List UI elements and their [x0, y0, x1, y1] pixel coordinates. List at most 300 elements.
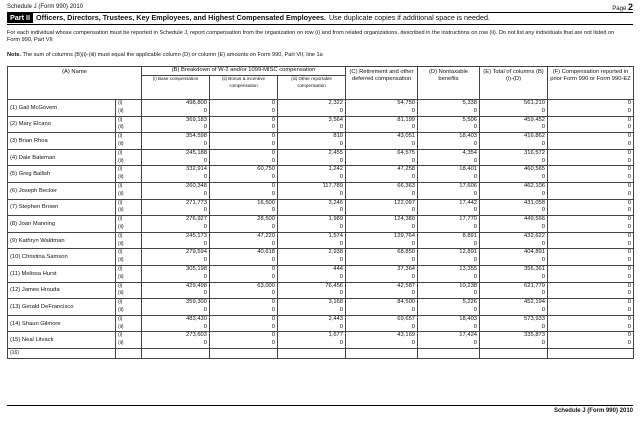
- value-organization: 0: [271, 332, 275, 339]
- value-related: 0: [541, 323, 546, 330]
- value-related: 0: [541, 157, 546, 164]
- table-row: [8, 299, 634, 316]
- empty-cell: [346, 348, 418, 358]
- total-cell: [480, 182, 548, 199]
- retirement-cell: [346, 100, 418, 117]
- row-label: (ii): [118, 207, 124, 214]
- value-organization: 3,564: [328, 116, 344, 123]
- value-organization: 43,169: [397, 332, 416, 339]
- value-related: 0: [627, 290, 632, 297]
- value-organization: 335,873: [524, 332, 546, 339]
- value-organization: 279,594: [186, 249, 207, 256]
- value-related: 0: [627, 124, 632, 131]
- base-cell: [142, 149, 210, 166]
- value-related: 0: [203, 323, 207, 330]
- value-related: 0: [339, 223, 344, 230]
- value-organization: 0: [627, 265, 632, 272]
- row-label: (i): [118, 149, 123, 156]
- value-related: 0: [411, 273, 416, 280]
- base-cell: [142, 216, 210, 233]
- value-related: 0: [271, 306, 275, 313]
- value-organization: 573,933: [524, 315, 546, 322]
- value-organization: 0: [627, 216, 632, 223]
- value-organization: 10,238: [459, 282, 478, 289]
- prior-cell: [548, 133, 634, 150]
- prior-cell: [548, 232, 634, 249]
- total-cell: [480, 249, 548, 266]
- value-organization: 561,210: [524, 100, 546, 106]
- value-organization: 0: [627, 232, 632, 239]
- value-organization: 245,188: [186, 149, 207, 156]
- value-related: 0: [541, 223, 546, 230]
- other-cell: [278, 265, 346, 282]
- value-organization: 462,106: [524, 182, 546, 189]
- row-label: (ii): [118, 273, 124, 280]
- value-related: 0: [339, 174, 344, 181]
- person-name: (10) Christina Samson: [8, 249, 116, 266]
- value-related: 0: [411, 257, 416, 264]
- value-organization: 13,355: [459, 265, 478, 272]
- value-related: 0: [203, 207, 207, 214]
- value-organization: 0: [627, 149, 632, 156]
- nontaxable-cell: [418, 116, 480, 133]
- prior-cell: [548, 100, 634, 117]
- value-organization: 432,622: [524, 232, 546, 239]
- value-organization: 37,364: [397, 265, 416, 272]
- value-organization: 0: [271, 299, 275, 306]
- other-cell: [278, 299, 346, 316]
- value-related: 0: [203, 257, 207, 264]
- value-related: 0: [339, 273, 344, 280]
- value-related: 0: [203, 140, 207, 147]
- bonus-cell: [210, 216, 278, 233]
- retirement-cell: [346, 149, 418, 166]
- value-related: 0: [271, 157, 275, 164]
- value-organization: 810: [333, 133, 344, 140]
- empty-row: [8, 348, 634, 358]
- base-cell: [142, 232, 210, 249]
- value-related: 0: [541, 273, 546, 280]
- total-cell: [480, 100, 548, 117]
- value-organization: 4,354: [462, 149, 478, 156]
- value-organization: 63,000: [257, 282, 275, 289]
- value-related: 0: [541, 174, 546, 181]
- nontaxable-cell: [418, 232, 480, 249]
- total-cell: [480, 166, 548, 183]
- person-name: (5) Greg Ballish: [8, 166, 116, 183]
- value-organization: 17,770: [459, 216, 478, 223]
- value-related: 0: [339, 157, 344, 164]
- value-related: 0: [271, 124, 275, 131]
- value-organization: 0: [627, 282, 632, 289]
- nontaxable-cell: [418, 299, 480, 316]
- other-cell: [278, 166, 346, 183]
- table-row: [8, 216, 634, 233]
- retirement-cell: [346, 249, 418, 266]
- value-related: 0: [203, 157, 207, 164]
- base-cell: [142, 133, 210, 150]
- row-label: (i): [118, 100, 123, 106]
- retirement-cell: [346, 299, 418, 316]
- total-cell: [480, 216, 548, 233]
- empty-cell: [210, 348, 278, 358]
- value-organization: 17,442: [459, 199, 478, 206]
- nontaxable-cell: [418, 332, 480, 349]
- value-related: 0: [473, 107, 478, 114]
- row-labels: [116, 332, 142, 349]
- row-labels: [116, 315, 142, 332]
- value-organization: 459,452: [524, 116, 546, 123]
- value-organization: 129,764: [394, 232, 416, 239]
- row-label: (i): [118, 133, 123, 140]
- value-organization: 1,677: [328, 332, 344, 339]
- nontaxable-cell: [418, 182, 480, 199]
- base-cell: [142, 166, 210, 183]
- row-labels: [116, 299, 142, 316]
- note-text: [7, 52, 627, 58]
- note-body: The sum of columns (B)(i)-(iii) must equal the applicable column (D) or column (E) amounts on Form 990, Part VII, line 1a: [22, 52, 323, 58]
- value-organization: 117,789: [322, 182, 344, 189]
- table-row: [8, 166, 634, 183]
- base-cell: [142, 265, 210, 282]
- value-organization: 2,938: [328, 249, 344, 256]
- instructions-text: For each individual whose compensation must be reported in Schedule J, report compensation from the organization on row (i) and from related organizations, described in the instructions on row (ii). Do not list any individuals that are not listed on Form 990, Part VII: [7, 30, 615, 44]
- value-organization: 68,850: [397, 249, 416, 256]
- value-related: 0: [473, 240, 478, 247]
- value-organization: 47,258: [397, 166, 416, 173]
- total-cell: [480, 199, 548, 216]
- row-labels: [116, 116, 142, 133]
- value-related: 0: [271, 273, 275, 280]
- row-labels: [116, 216, 142, 233]
- value-related: 0: [541, 240, 546, 247]
- value-related: 0: [473, 340, 478, 347]
- empty-cell: [480, 348, 548, 358]
- person-name: (3) Brian Rhoa: [8, 133, 116, 150]
- value-organization: 18,403: [459, 315, 478, 322]
- retirement-cell: [346, 315, 418, 332]
- value-related: 0: [473, 140, 478, 147]
- row-labels: [116, 199, 142, 216]
- nontaxable-cell: [418, 133, 480, 150]
- value-organization: 81,199: [397, 116, 416, 123]
- person-name: (2) Mary Elcano: [8, 116, 116, 133]
- bonus-cell: [210, 199, 278, 216]
- row-label: (ii): [118, 157, 124, 164]
- other-cell: [278, 116, 346, 133]
- value-related: 0: [339, 140, 344, 147]
- value-related: 0: [541, 257, 546, 264]
- value-organization: 444: [333, 265, 344, 272]
- total-cell: [480, 116, 548, 133]
- value-organization: 60,750: [257, 166, 275, 173]
- prior-cell: [548, 116, 634, 133]
- schedule-label: Schedule J (Form 990) 2010: [7, 4, 84, 10]
- col-header-prior: (F) Compensation reported in prior Form 990 or Form 990-EZ: [548, 67, 634, 100]
- retirement-cell: [346, 166, 418, 183]
- row-label: (i): [118, 249, 123, 256]
- value-related: 0: [627, 323, 632, 330]
- value-organization: 5,226: [462, 299, 478, 306]
- row-label: (ii): [118, 240, 124, 247]
- other-cell: [278, 282, 346, 299]
- table-row: [8, 149, 634, 166]
- person-name: (12) James Hrouda: [8, 282, 116, 299]
- value-organization: 0: [627, 299, 632, 306]
- total-cell: [480, 282, 548, 299]
- table-row: [8, 232, 634, 249]
- value-organization: 305,198: [186, 265, 207, 272]
- value-related: 0: [473, 157, 478, 164]
- compensation-table: [7, 66, 634, 359]
- value-related: 0: [203, 273, 207, 280]
- value-organization: 16,500: [257, 199, 275, 206]
- value-related: 0: [411, 190, 416, 197]
- value-related: 0: [627, 157, 632, 164]
- prior-cell: [548, 265, 634, 282]
- empty-cell: [142, 348, 210, 358]
- value-organization: 2,322: [328, 100, 344, 106]
- bonus-cell: [210, 149, 278, 166]
- row-labels: [116, 149, 142, 166]
- value-organization: 1,574: [328, 232, 344, 239]
- page-number: [612, 2, 633, 12]
- value-related: 0: [627, 190, 632, 197]
- value-organization: 404,891: [524, 249, 546, 256]
- value-related: 0: [339, 124, 344, 131]
- value-related: 0: [271, 207, 275, 214]
- value-related: 0: [271, 240, 275, 247]
- row-label: (ii): [118, 140, 124, 147]
- value-related: 0: [541, 107, 546, 114]
- value-related: 0: [541, 306, 546, 313]
- value-organization: 28,500: [257, 216, 275, 223]
- bonus-cell: [210, 249, 278, 266]
- base-cell: [142, 199, 210, 216]
- value-organization: 276,927: [186, 216, 207, 223]
- prior-cell: [548, 299, 634, 316]
- value-related: 0: [411, 340, 416, 347]
- value-organization: 449,566: [524, 216, 546, 223]
- value-related: 0: [339, 240, 344, 247]
- bonus-cell: [210, 182, 278, 199]
- value-related: 0: [271, 323, 275, 330]
- nontaxable-cell: [418, 166, 480, 183]
- row-label: (i): [118, 332, 123, 339]
- value-related: 0: [203, 174, 207, 181]
- value-organization: 0: [271, 116, 275, 123]
- row-label: (ii): [118, 306, 124, 313]
- value-related: 0: [411, 223, 416, 230]
- value-related: 0: [339, 190, 344, 197]
- value-organization: 76,456: [325, 282, 344, 289]
- retirement-cell: [346, 232, 418, 249]
- value-organization: 0: [627, 315, 632, 322]
- nontaxable-cell: [418, 216, 480, 233]
- value-related: 0: [203, 340, 207, 347]
- value-related: 0: [339, 290, 344, 297]
- row-labels: [116, 232, 142, 249]
- page-number-value: 2: [627, 2, 633, 12]
- value-organization: 260,348: [186, 182, 207, 189]
- value-organization: 5,338: [462, 100, 478, 106]
- col-header-nontaxable: (D) Nontaxable benefits: [418, 67, 480, 100]
- row-label: (ii): [118, 290, 124, 297]
- value-related: 0: [627, 223, 632, 230]
- value-related: 0: [203, 290, 207, 297]
- person-name: (8) Joan Manning: [8, 216, 116, 233]
- other-cell: [278, 199, 346, 216]
- other-cell: [278, 133, 346, 150]
- value-related: 0: [203, 190, 207, 197]
- table-row: [8, 265, 634, 282]
- empty-row-label: (16): [8, 348, 116, 358]
- row-labels: [116, 265, 142, 282]
- row-label: (i): [118, 199, 123, 206]
- nontaxable-cell: [418, 315, 480, 332]
- value-related: 0: [541, 340, 546, 347]
- person-name: (4) Dale Bateman: [8, 149, 116, 166]
- col-header-total: (E) Total of columns (B)(i)-(D): [480, 67, 548, 100]
- value-related: 0: [271, 290, 275, 297]
- part-title: Officers, Directors, Trustees, Key Employees, and Highest Compensated Employees.: [35, 13, 326, 22]
- other-cell: [278, 232, 346, 249]
- value-related: 0: [271, 174, 275, 181]
- table-row: [8, 282, 634, 299]
- bonus-cell: [210, 265, 278, 282]
- value-related: 0: [339, 340, 344, 347]
- page-prefix: Page: [612, 6, 627, 12]
- row-label: (i): [118, 282, 123, 289]
- note-label: Note.: [7, 52, 21, 58]
- retirement-cell: [346, 182, 418, 199]
- value-related: 0: [411, 240, 416, 247]
- row-label: (i): [118, 182, 123, 189]
- value-related: 0: [411, 140, 416, 147]
- bonus-cell: [210, 315, 278, 332]
- value-related: 0: [541, 190, 546, 197]
- person-name: (7) Stephen Brown: [8, 199, 116, 216]
- row-label: (ii): [118, 107, 124, 114]
- col-header-retirement: (C) Retirement and other deferred compensation: [346, 67, 418, 100]
- retirement-cell: [346, 133, 418, 150]
- bonus-cell: [210, 166, 278, 183]
- value-related: 0: [203, 124, 207, 131]
- value-organization: 0: [627, 116, 632, 123]
- value-organization: 0: [271, 315, 275, 322]
- value-organization: 18,401: [459, 166, 478, 173]
- value-organization: 369,183: [186, 116, 207, 123]
- value-related: 0: [339, 306, 344, 313]
- row-labels: [116, 249, 142, 266]
- nontaxable-cell: [418, 149, 480, 166]
- base-cell: [142, 116, 210, 133]
- value-organization: 0: [271, 100, 275, 106]
- table-row: [8, 182, 634, 199]
- total-cell: [480, 332, 548, 349]
- value-organization: 3,246: [328, 199, 344, 206]
- value-organization: 0: [271, 149, 275, 156]
- value-organization: 0: [627, 199, 632, 206]
- table-row: [8, 249, 634, 266]
- row-label: (ii): [118, 340, 124, 347]
- value-organization: 245,173: [186, 232, 207, 239]
- prior-cell: [548, 282, 634, 299]
- value-organization: 0: [627, 182, 632, 189]
- value-organization: 1,242: [328, 166, 344, 173]
- value-organization: 0: [271, 182, 275, 189]
- value-organization: 43,051: [397, 133, 416, 140]
- value-related: 0: [627, 174, 632, 181]
- bonus-cell: [210, 299, 278, 316]
- value-related: 0: [541, 140, 546, 147]
- value-organization: 17,424: [459, 332, 478, 339]
- table-row: [8, 199, 634, 216]
- value-organization: 332,914: [186, 166, 207, 173]
- value-related: 0: [627, 257, 632, 264]
- prior-cell: [548, 332, 634, 349]
- value-related: 0: [271, 190, 275, 197]
- col-header-bonus: (ii) Bonus & incentive compensation: [210, 76, 278, 100]
- row-label: (i): [118, 315, 123, 322]
- person-name: (9) Kathryn Waldman: [8, 232, 116, 249]
- value-related: 0: [203, 107, 207, 114]
- total-cell: [480, 149, 548, 166]
- value-organization: 124,380: [394, 216, 416, 223]
- row-label: (i): [118, 166, 123, 173]
- value-organization: 0: [271, 265, 275, 272]
- nontaxable-cell: [418, 282, 480, 299]
- footer-label: Schedule J (Form 990) 2010: [553, 408, 633, 414]
- row-labels: [116, 182, 142, 199]
- person-name: (1) Gail McGovern: [8, 100, 116, 117]
- value-related: 0: [339, 207, 344, 214]
- value-organization: 483,430: [186, 315, 207, 322]
- row-label: (ii): [118, 257, 124, 264]
- prior-cell: [548, 182, 634, 199]
- bonus-cell: [210, 100, 278, 117]
- row-label: (ii): [118, 323, 124, 330]
- base-cell: [142, 182, 210, 199]
- value-related: 0: [473, 207, 478, 214]
- value-related: 0: [339, 257, 344, 264]
- value-related: 0: [411, 157, 416, 164]
- bonus-cell: [210, 232, 278, 249]
- col-header-name: (A) Name: [8, 67, 142, 100]
- total-cell: [480, 315, 548, 332]
- person-name: (13) Gerald DeFrancisco: [8, 299, 116, 316]
- col-header-base: (i) Base compensation: [142, 76, 210, 100]
- empty-cell: [418, 348, 480, 358]
- value-related: 0: [473, 257, 478, 264]
- table-row: [8, 315, 634, 332]
- row-labels: [116, 133, 142, 150]
- value-organization: 12,891: [459, 249, 478, 256]
- value-organization: 0: [627, 100, 632, 106]
- value-organization: 1,989: [328, 216, 344, 223]
- value-organization: 271,773: [186, 199, 207, 206]
- value-organization: 64,575: [397, 149, 416, 156]
- value-related: 0: [627, 207, 632, 214]
- value-organization: 54,750: [397, 100, 416, 106]
- value-organization: 431,058: [524, 199, 546, 206]
- value-organization: 2,443: [328, 315, 344, 322]
- value-related: 0: [473, 323, 478, 330]
- empty-cell: [116, 348, 142, 358]
- value-related: 0: [411, 306, 416, 313]
- value-related: 0: [411, 323, 416, 330]
- retirement-cell: [346, 332, 418, 349]
